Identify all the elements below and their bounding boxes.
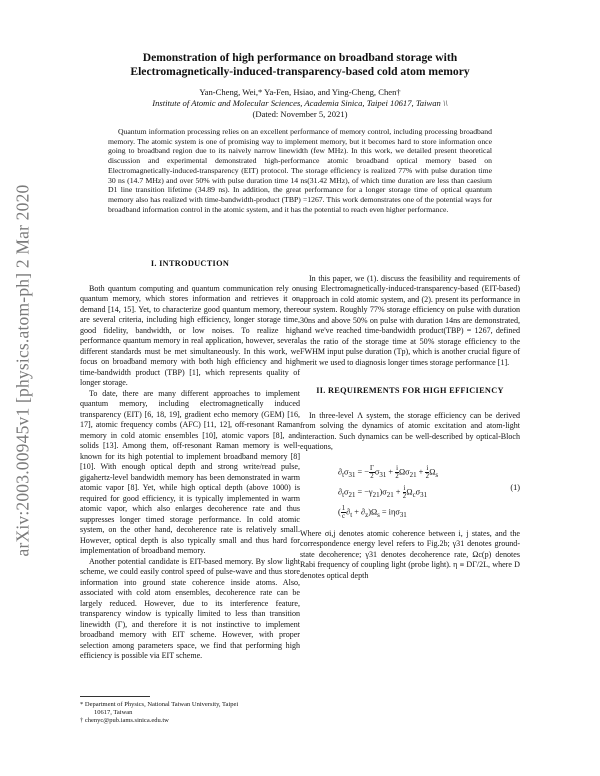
title-line-2: Electromagnetically-induced-transparency-based cold atom memory <box>130 65 470 78</box>
footnote-2: † chenyc@pub.iams.sinica.edu.tw <box>80 717 169 725</box>
dated-line: (Dated: November 5, 2021) <box>252 109 348 119</box>
arxiv-identifier: arXiv:2003.00945v1 [physics.atom-ph] 2 Mar 2020 <box>12 184 33 556</box>
abstract: Quantum information processing relies on an excellent performance of memory control, including processing broadband memory. The atomic system is one of promising way to implement memory, but it becomes hard to store information once going to broadband region due to its naively narrow linewidth (few MHz). In this work, we detailed present theoretical discussion and experimental demonstrated high-performance atomic broadband optical memory based on Electromagnetically-induced-transparency (EIT) protocol. The storage efficiency is realized 77% with pulse duration time 30 ns (14.7 MHz) and over 50% with pulse duration time 14 ns(31.42 MHz), of which time duration are less than caesium D1 line transition lifetime (34.89 ns). In addition, the great performance for a longer storage time of optical quantum memory also has realized with time-bandwidth-product (TBP) =1267. This work demonstrates one of the potential ways for broadband information control in the atomic system, and it has the potential to reach even higher performance. <box>108 127 492 214</box>
equation-number: (1) <box>510 482 520 492</box>
author-block <box>60 87 540 120</box>
section-heading-introduction: I. INTRODUCTION <box>150 259 230 268</box>
right-column <box>300 259 520 581</box>
intro-paragraph-4: In this paper, we (1). discuss the feasibility and requirements of using Electromagnetically-induced-transparency-based (EIT-based) approach in cold atomic system, and (2). present its performance in our system. Roughly 77% storage efficiency on pulse with duration 30ns and above 50% on pulse with duration 14ns are demonstrated, and we've reached time-bandwidth product(TBP) = 1267, defined as the ratio of the storage time at 50% storage efficiency to the FWHM input pulse duration (Tp), which is another crucial figure of merit we used to diagnosis longer times storage performance [1]. <box>300 273 520 367</box>
arxiv-sidebar-stamp <box>6 130 40 610</box>
footnote-1-cont: 10617, Taiwan <box>94 709 133 717</box>
author-names: Yan-Cheng, Wei,* Ya-Fen, Hsiao, and Ying-Cheng, Chen† <box>199 87 401 97</box>
equation-line-2: $\partial_t\sigma_{21} = -\gamma_{21})\sigma_{21}$ + $\frac{i}{2}$ $\Omega_c\sigma_{31}$ <box>338 484 428 500</box>
intro-paragraph-2: To date, there are many different approaches to implement quantum memory, including electromagnetically induced transparency (EIT) [6, 18, 19], gradient echo memory (GEM) [16, 17], atomic frequency combs (AFC) [11, 12], off-resonant Raman memory in cold atomic ensembles [10], atomic vapors [8], and solids [13]. Among them, off-resonant Raman memory is well-known for its high potential to implement broadband memory [8] [10]. With enough optical depth and strong write/read pulse, gigahertz-level bandwidth memory has been demonstrated in warm atomic vapor [8]. Yet, while high optical depth (above 1000) is required for good efficiency, it is typically implemented in warm atomic vapor, which also enlarges decoherence rate and thus suppresses longer timed storage performance. In cold atomic system, on the other hand, decoherence rate is relatively small. However, optical depth is also typically small and thus hard for implementation of broadband memory. <box>80 388 300 555</box>
footnotes <box>80 696 300 726</box>
section-heading-requirements: II. REQUIREMENTS FOR HIGH EFFICIENCY <box>316 386 504 395</box>
requirements-paragraph-2: Where σi,j denotes atomic coherence between i, j states, and the correspondence energy level refers to Fig.2b; γ31 denotes ground-state decoherence; γ31 denotes decoherence rate, Ωc(p) denotes Rabi frequency of coupling light (probe light). η ≡ DΓ/2L, where D denotes optical depth <box>300 528 520 580</box>
intro-paragraph-3: Another potential candidate is EIT-based memory. By slow light scheme, we could easily control speed of pulse-wave and thus store information into ground state coherence inside atoms. Also, associated with cold atom ensembles, decoherence rate can be largely reduced. However, due to its interference feature, transparency window is typically limited to less than transition linewidth (Γ), and therefore it is not instinctive to implement broadband memory with EIT scheme. However, with proper selection among parameters space, we find that performing high efficiency is possible via EIT scheme. <box>80 556 300 660</box>
affiliation: Institute of Atomic and Molecular Sciences, Academia Sinica, Taipei 10617, Taiwan \\ <box>152 98 448 108</box>
left-column <box>80 259 300 662</box>
equation-line-1: $\partial_t\sigma_{31}$ = − $\frac{\Gamma}{2}$ $\sigma_{31}$ + $\frac{i}{2}$ $\Omega\sigma_{21}$ + $\frac{i}{2}$ $\Omega_s$ <box>338 464 439 480</box>
requirements-paragraph-1: In three-level Λ system, the storage efficiency can be derived from solving the dynamics of atomic excitation and atom-light interaction. Such dynamics can be well-described by optical-Bloch equations, <box>300 410 520 451</box>
footnote-1: * Department of Physics, National Taiwan University, Taipei <box>80 701 239 708</box>
title-line-1: Demonstration of high performance on broadband storage with <box>142 51 458 64</box>
intro-paragraph-1: Both quantum computing and quantum communication rely on quantum memory, which stores information and retrieves it on demand [14, 15]. Yet, to characterize good quantum memory, there are several criteria, including high efficiency, longer storage time, good fidelity, bandwidth, or low noises. To realize high performance quantum memory in real application, however, several different standards must be met simultaneously. In this work, we focus on broadband memory with both high efficiency and high time-bandwidth product (TBP) [1], which represents quality of longer storage. <box>80 283 300 387</box>
paper-title <box>80 51 520 79</box>
optical-bloch-equations <box>300 459 520 525</box>
equation-line-3: ( $\frac{1}{c}$ $\partial_t + \partial_z)\Omega_s = i\eta\sigma_{31}$ <box>338 504 407 520</box>
footnote-rule <box>80 696 150 697</box>
